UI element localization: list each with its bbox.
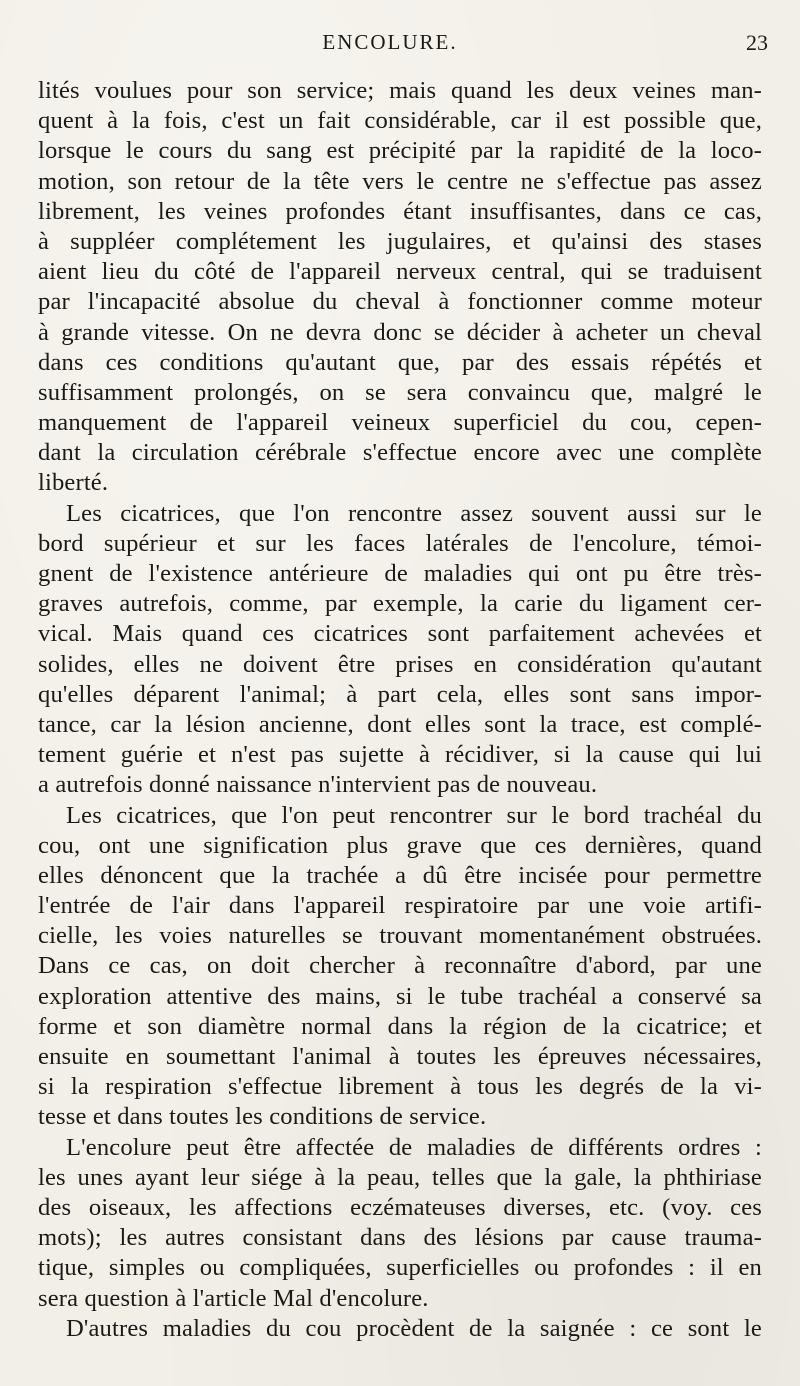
text-line: les unes ayant leur siége à la peau, telles que la gale, la phthiriase bbox=[38, 1163, 762, 1191]
text-line: à suppléer complétement les jugulaires, et qu'ainsi des stases bbox=[38, 227, 762, 255]
text-line: aient lieu du côté de l'appareil nerveux central, qui se traduisent bbox=[38, 258, 762, 286]
text-line: L'encolure peut être affectée de maladies de différents ordres : bbox=[66, 1133, 762, 1161]
text-line: qu'elles déparent l'animal; à part cela, elles sont sans impor- bbox=[38, 680, 762, 708]
text-line: graves autrefois, comme, par exemple, la carie du ligament cer- bbox=[38, 590, 762, 618]
text-line: à grande vitesse. On ne devra donc se décider à acheter un cheval bbox=[38, 318, 762, 346]
text-line: Dans ce cas, on doit chercher à reconnaître d'abord, par une bbox=[38, 952, 762, 980]
text-line: ensuite en soumettant l'animal à toutes les épreuves nécessaires, bbox=[38, 1043, 762, 1070]
text-line: par l'incapacité absolue du cheval à fonctionner comme moteur bbox=[38, 288, 762, 316]
text-line: lités voulues pour son service; mais quand les deux veines man- bbox=[38, 77, 762, 104]
text-line: elles dénoncent que la trachée a dû être incisée pour permettre bbox=[38, 861, 762, 889]
paragraph-3 bbox=[38, 801, 762, 1133]
text-line: quent à la fois, c'est un fait considérable, car il est possible que, bbox=[38, 107, 762, 135]
text-line: vical. Mais quand ces cicatrices sont parfaitement achevées et bbox=[38, 620, 762, 648]
text-line: cielle, les voies naturelles se trouvant momentanément obstruées. bbox=[38, 922, 762, 950]
text-line: dans ces conditions qu'autant que, par des essais répétés et bbox=[38, 348, 762, 376]
text-line: tance, car la lésion ancienne, dont elles sont la trace, est complé- bbox=[38, 710, 762, 738]
text-line: sera question à l'article Mal d'encolure. bbox=[38, 1284, 429, 1312]
paragraph-5 bbox=[38, 1314, 762, 1344]
text-line: solides, elles ne doivent être prises en considération qu'autant bbox=[38, 650, 762, 678]
text-line: bord supérieur et sur les faces latérales de l'encolure, témoi- bbox=[38, 529, 762, 557]
running-head bbox=[0, 30, 800, 60]
text-line: tesse et dans toutes les conditions de service. bbox=[38, 1103, 487, 1131]
text-line: lorsque le cours du sang est précipité par la rapidité de la loco- bbox=[38, 137, 762, 165]
text-line: manquement de l'appareil veineux superficiel du cou, cepen- bbox=[38, 409, 762, 437]
text-line: D'autres maladies du cou procèdent de la saignée : ce sont le bbox=[66, 1314, 762, 1342]
text-line: exploration attentive des mains, si le tube trachéal a conservé sa bbox=[38, 982, 762, 1010]
paragraph-4 bbox=[38, 1133, 762, 1314]
text-line: si la respiration s'effectue librement à tous les degrés de la vi- bbox=[38, 1073, 762, 1101]
text-line: l'entrée de l'air dans l'appareil respiratoire par une voie artifi- bbox=[38, 892, 762, 920]
text-line: cou, ont une signification plus grave que ces dernières, quand bbox=[38, 831, 762, 859]
text-line: tique, simples ou compliquées, superficielles ou profondes : il en bbox=[38, 1254, 762, 1282]
text-line: librement, les veines profondes étant insuffisantes, dans ce cas, bbox=[38, 197, 762, 225]
text-line: suffisamment prolongés, on se sera convaincu que, malgré le bbox=[38, 378, 762, 406]
text-line: gnent de l'existence antérieure de maladies qui ont pu être très- bbox=[38, 560, 762, 587]
text-line: Les cicatrices, que l'on rencontre assez souvent aussi sur le bbox=[66, 499, 762, 527]
page-number: 23 bbox=[746, 30, 768, 55]
text-line: liberté. bbox=[38, 469, 109, 497]
text-line: mots); les autres consistant dans des lésions par cause trauma- bbox=[38, 1224, 762, 1252]
text-line: dant la circulation cérébrale s'effectue encore avec une complète bbox=[38, 439, 762, 467]
text-line: Les cicatrices, que l'on peut rencontrer sur le bord trachéal du bbox=[66, 801, 762, 829]
paragraph-1 bbox=[38, 76, 762, 499]
text-line: tement guérie et n'est pas sujette à récidiver, si la cause qui lui bbox=[38, 741, 762, 769]
text-line: forme et son diamètre normal dans la région de la cicatrice; et bbox=[38, 1012, 762, 1040]
text-line: motion, son retour de la tête vers le centre ne s'effectue pas assez bbox=[38, 167, 762, 195]
text-line: a autrefois donné naissance n'intervient pas de nouveau. bbox=[38, 771, 598, 799]
running-title: ENCOLURE. bbox=[322, 30, 458, 54]
body-text bbox=[38, 76, 762, 1344]
text-line: des oiseaux, les affections eczémateuses diverses, etc. (voy. ces bbox=[38, 1193, 762, 1221]
paragraph-2 bbox=[38, 499, 762, 801]
